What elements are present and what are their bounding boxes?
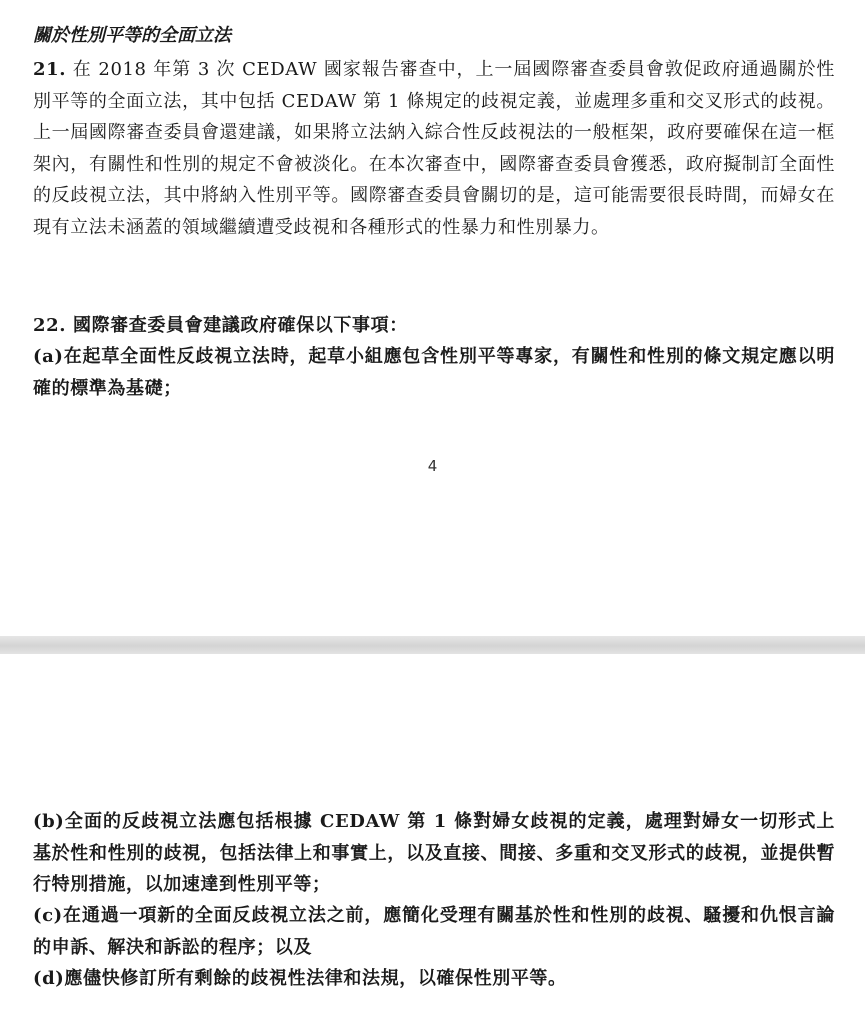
section-heading: 關於性別平等的全面立法 <box>33 25 231 46</box>
page-separator <box>0 636 865 654</box>
recommendation-item-d: (d)應儘快修訂所有剩餘的歧視性法律和法規，以確保性別平等。 <box>33 968 567 989</box>
page-number: 4 <box>427 457 438 475</box>
paragraph-21 <box>33 54 835 243</box>
recommendation-item-c: (c)在通過一項新的全面反歧視立法之前，應簡化受理有關基於性和性別的歧視、騷擾和仇恨言論的申訴、解決和訴訟的程序；以及 <box>33 905 835 958</box>
paragraph-22 <box>33 310 835 342</box>
paragraph-21-number: 21. <box>33 59 67 80</box>
paragraph-22-number: 22. <box>33 315 67 336</box>
paragraph-21-text: 在 2018 年第 3 次 CEDAW 國家報告審查中，上一屆國際審查委員會敦促政府通過關於性別平等的全面立法，其中包括 CEDAW 第 1 條規定的歧視定義，並處理多重和交叉形式的歧視。上一屆國際審查委員會還建議，如果將立法納入綜合性反歧視法的一般框架，政府要確保在這一框架內，有關性和性別的規定不會被淡化。在本次審查中，國際審查委員會獲悉，政府擬制訂全面性的反歧視立法，其中將納入性別平等。國際審查委員會關切的是，這可能需要很長時間，而婦女在現有立法未涵蓋的領域繼續遭受歧視和各種形式的性暴力和性別暴力。 <box>33 59 835 238</box>
recommendation-item-b: (b)全面的反歧視立法應包括根據 CEDAW 第 1 條對婦女歧視的定義，處理對婦女一切形式上基於性和性別的歧視，包括法律上和事實上，以及直接、間接、多重和交叉形式的歧視，並提供暫行特別措施，以加速達到性別平等； <box>33 811 835 895</box>
recommendation-item-a: (a)在起草全面性反歧視立法時，起草小組應包含性別平等專家，有關性和性別的條文規定應以明確的標準為基礎； <box>33 346 835 399</box>
paragraph-22-title: 國際審查委員會建議政府確保以下事項： <box>73 315 408 336</box>
